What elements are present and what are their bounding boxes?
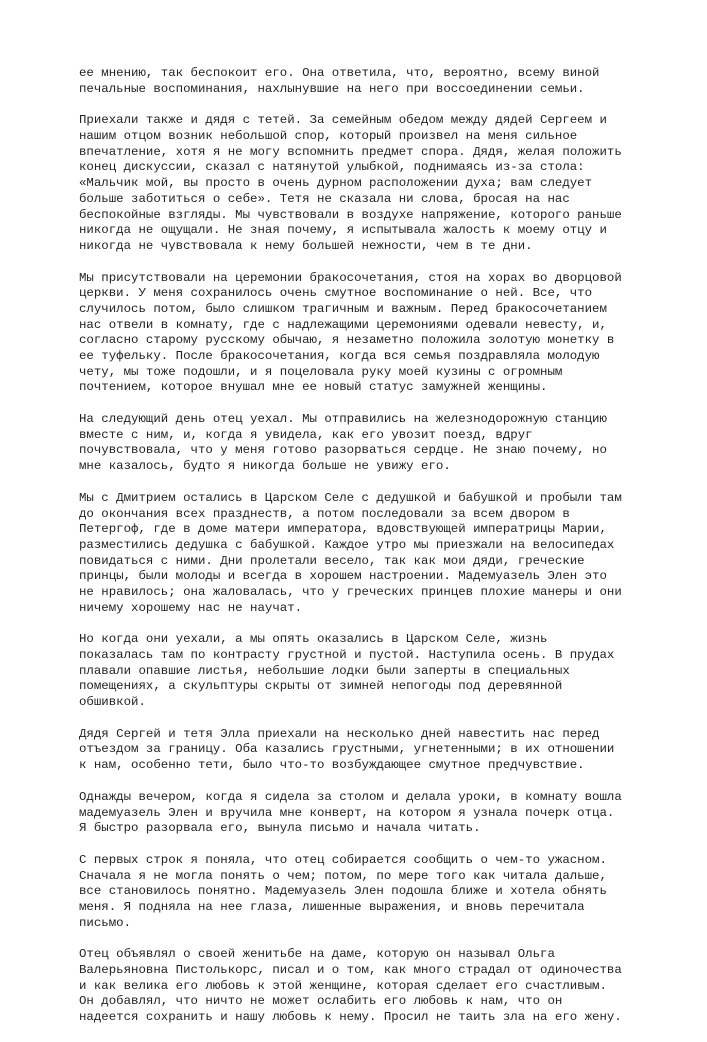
text-line: ее туфельку. После бракосочетания, когда вся семья поздравляла молодую xyxy=(79,349,600,363)
text-line: показалась там по контрасту грустной и пустой. Наступила осень. В прудах xyxy=(79,648,615,662)
text-line: обшивкой. xyxy=(79,695,146,710)
paragraph xyxy=(79,947,639,1025)
text-line: повидаться с ними. Дни пролетали весело, так как мои дяди, греческие xyxy=(79,553,585,568)
text-line: почтением, которое внушал мне ее новый статус замужней женщины. xyxy=(79,380,548,395)
text-line: никогда не чувствовала к нему большей нежности, чем в те дни. xyxy=(79,238,533,253)
text-line: нас отвели в комнату, где с надлежащими церемониями одевали невесту, и, xyxy=(79,317,607,332)
text-line: случилось потом, было слишком трагичным и важным. Перед бракосочетанием xyxy=(79,301,607,316)
text-line: все становилось понятно. Мадемуазель Элен подошла ближе и хотела обнять xyxy=(79,884,607,899)
text-line: Сначала я не могла понять о чем; потом, по мере того как читала дальше, xyxy=(79,868,607,883)
text-line: почувствовала, что у меня готово разорваться сердце. Не знаю почему, но xyxy=(79,443,607,458)
text-line: Но когда они уехали, а мы опять оказались в Царском Селе, жизнь xyxy=(79,632,548,647)
paragraph xyxy=(79,113,639,254)
text-line: разместились дедушка с бабушкой. Каждое утро мы приезжали на велосипедах xyxy=(79,537,615,552)
text-line: Он добавлял, что ничто не может ослабить его любовь к нам, что он xyxy=(79,994,563,1009)
text-line: Я быстро разорвала его, вынула письмо и начала читать. xyxy=(79,821,481,836)
text-line: согласно старому русскому обычаю, я незаметно положила золотую монетку в xyxy=(79,333,615,348)
text-line: больше заботиться о себе». Тетя не сказала ни слова, бросая на нас xyxy=(79,191,570,206)
text-line: помещениях, а скульптуры скрыты от зимней непогоды под деревянной xyxy=(79,679,563,694)
paragraph xyxy=(79,491,639,617)
text-line: и как велика его любовь к этой женщине, которая сделает его счастливым. xyxy=(79,978,607,993)
text-line: вместе с ним, и, когда я увидела, как его увозит поезд, вдруг xyxy=(79,427,533,442)
text-line: С первых строк я поняла, что отец собирается сообщить о чем-то ужасном. xyxy=(79,852,607,867)
document-body xyxy=(79,66,639,1042)
paragraph xyxy=(79,632,639,710)
text-line: беспокойные взгляды. Мы чувствовали в воздухе напряжение, которого раньше xyxy=(79,207,622,222)
text-line: плавали опавшие листья, небольшие лодки были заперты в специальных xyxy=(79,663,570,678)
paragraph xyxy=(79,727,639,774)
paragraph xyxy=(79,790,639,837)
text-line: надеется сохранить и нашу любовь к нему. Просил не таить зла на его жену. xyxy=(79,1010,622,1025)
text-line: меня. Я подняла на нее глаза, лишенные выражения, и вновь перечитала xyxy=(79,899,585,914)
text-line: Отец объявлял о своей женитьбе на даме, которую он называл Ольга xyxy=(79,947,555,962)
text-line: Дядя Сергей и тетя Элла приехали на несколько дней навестить нас перед xyxy=(79,726,600,741)
text-line: мне казалось, будто я никогда больше не увижу его. xyxy=(79,459,451,474)
text-line: Приехали также и дядя с тетей. За семейным обедом между дядей Сергеем и xyxy=(79,113,607,128)
text-line: до окончания всех празднеств, а потом последовали за всем двором в xyxy=(79,506,570,521)
text-line: Валерьяновна Пистолькорс, писал и о том, как много страдал от одиночества xyxy=(79,963,622,977)
text-line: На следующий день отец уехал. Мы отправились на железнодорожную станцию xyxy=(79,412,607,427)
text-line: принцы, были молоды и всегда в хорошем настроении. Мадемуазель Элен это xyxy=(79,569,607,584)
text-line: отъездом за границу. Оба казались грустными, угнетенными; в их отношении xyxy=(79,742,615,757)
text-line: церкви. У меня сохранилось очень смутное воспоминание о ней. Все, что xyxy=(79,286,593,301)
text-line: впечатление, хотя я не могу вспомнить предмет спора. Дядя, желая положить xyxy=(79,144,622,159)
text-line: письмо. xyxy=(79,915,132,930)
text-line: «Мальчик мой, вы просто в очень дурном расположении духа; вам следует xyxy=(79,176,593,191)
text-line: не нравилось; она жаловалась, что у греческих принцев плохие манеры и они xyxy=(79,584,622,599)
text-line: к нам, особенно тети, было что-то возбуждающее смутное предчувствие. xyxy=(79,758,585,773)
paragraph xyxy=(79,853,639,931)
text-line: никогда не ощущали. Не зная почему, я испытывала жалость к моему отцу и xyxy=(79,223,607,238)
text-line: Однажды вечером, когда я сидела за столом и делала уроки, в комнату вошла xyxy=(79,789,622,804)
text-line: мадемуазель Элен и вручила мне конверт, на котором я узнала почерк отца. xyxy=(79,805,615,820)
text-line: ничему хорошему нас не научат. xyxy=(79,600,303,615)
text-line: нашим отцом возник небольшой спор, который произвел на меня сильное xyxy=(79,129,578,144)
paragraph xyxy=(79,271,639,397)
paragraph xyxy=(79,412,639,475)
text-line: печальные воспоминания, нахлынувшие на него при воссоединении семьи. xyxy=(79,81,585,96)
text-line: Мы с Дмитрием остались в Царском Селе с дедушкой и бабушкой и пробыли там xyxy=(79,490,622,505)
text-line: Мы присутствовали на церемонии бракосочетания, стоя на хорах во дворцовой xyxy=(79,270,622,285)
text-line: конец дискуссии, сказал с натянутой улыбкой, поднимаясь из-за стола: xyxy=(79,160,585,175)
text-line: чету, мы тоже подошли, и я поцеловала руку моей кузины с огромным xyxy=(79,364,563,379)
paragraph xyxy=(79,66,639,97)
text-line: ее мнению, так беспокоит его. Она ответила, что, вероятно, всему виной xyxy=(79,66,600,80)
text-line: Петергоф, где в доме матери императора, вдовствующей императрицы Марии, xyxy=(79,522,607,537)
